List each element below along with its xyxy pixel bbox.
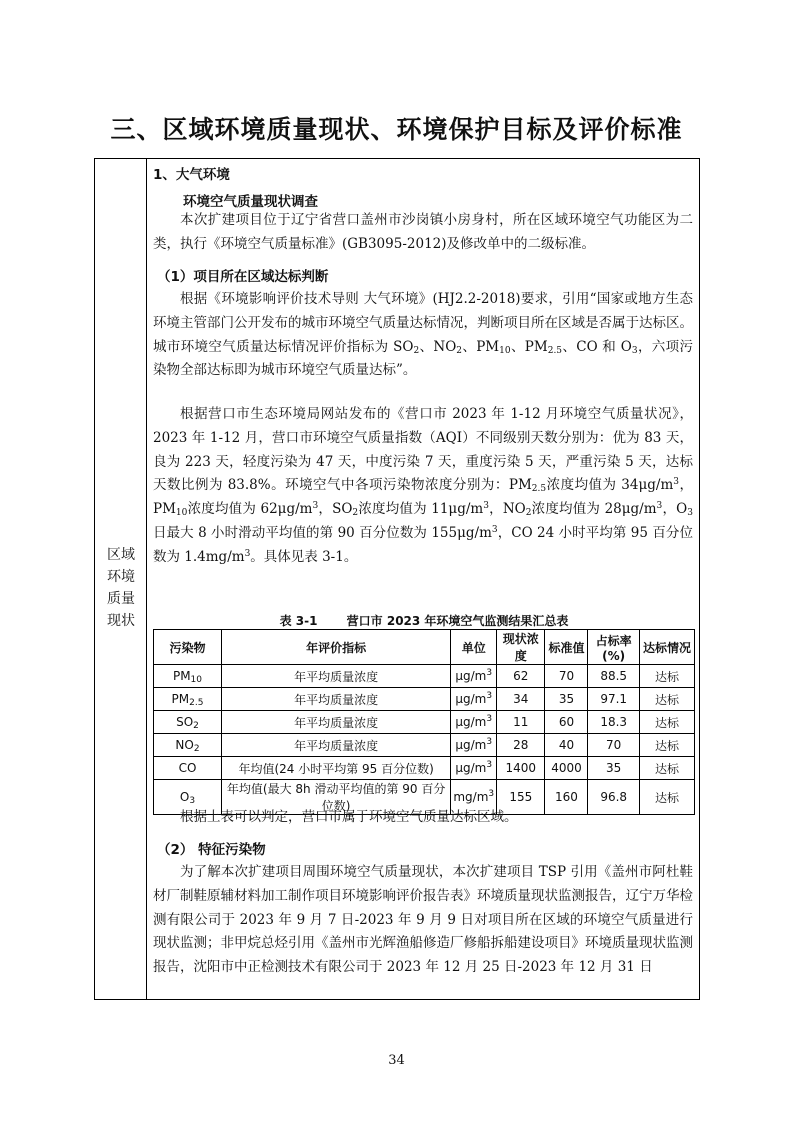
table-row <box>154 711 695 734</box>
unit-cell: $\mu g/m^3$ <box>451 734 497 757</box>
status-cell: 达标 <box>639 711 694 734</box>
status-cell: 达标 <box>639 734 694 757</box>
pollutant-cell: $PM_{2.5}$ <box>154 688 222 711</box>
left-label-line: 现状 <box>107 613 135 629</box>
pollutant-cell: $NO_2$ <box>154 734 222 757</box>
pollutant-cell: $SO_2$ <box>154 711 222 734</box>
left-label-line: 区域 <box>107 547 135 563</box>
table-header-row <box>154 630 695 665</box>
unit-cell: $\mu g/m^3$ <box>451 757 497 780</box>
table-row <box>154 734 695 757</box>
current-cell: 11 <box>497 711 545 734</box>
standard-cell: 35 <box>545 688 588 711</box>
air-quality-table <box>153 629 695 815</box>
standard-cell: 160 <box>545 780 588 815</box>
standard-cell: 4000 <box>545 757 588 780</box>
table-header: 年评价指标 <box>221 630 450 665</box>
paragraph-1: 本次扩建项目位于辽宁省营口盖州市沙岗镇小房身村，所在区域环境空气功能区为二类，执行《环境空气质量标准》(GB3095-2012)及修改单中的二级标准。 <box>153 212 693 252</box>
table-row <box>154 688 695 711</box>
rate-cell: 96.8 <box>588 780 639 815</box>
current-cell: 1400 <box>497 757 545 780</box>
indicator-cell: 年平均质量浓度 <box>221 665 450 688</box>
table-row <box>154 757 695 780</box>
left-label-line: 环境 <box>107 569 135 585</box>
pollutant-cell: $PM_{10}$ <box>154 665 222 688</box>
heading-characteristic-pollutants: （2） 特征污染物 <box>157 842 266 858</box>
table-header: 占标率(%) <box>588 630 639 665</box>
page-title: 三、区域环境质量现状、环境保护目标及评价标准 <box>110 115 683 144</box>
pollutant-cell: CO <box>154 757 222 780</box>
rate-cell: 88.5 <box>588 665 639 688</box>
current-cell: 34 <box>497 688 545 711</box>
paragraph-4: 根据上表可以判定，营口市属于环境空气质量达标区域。 <box>180 809 518 825</box>
pollutant-cell: $O_3$ <box>154 780 222 815</box>
heading-attainment: （1）项目所在区域达标判断 <box>157 269 329 285</box>
rate-cell: 70 <box>588 734 639 757</box>
left-label-line: 质量 <box>107 591 135 607</box>
current-cell: 155 <box>497 780 545 815</box>
status-cell: 达标 <box>639 665 694 688</box>
unit-cell: $\mu g/m^3$ <box>451 711 497 734</box>
table-header: 污染物 <box>154 630 222 665</box>
table-caption <box>153 612 695 629</box>
indicator-cell: 年平均质量浓度 <box>221 688 450 711</box>
subsection-heading: 环境空气质量现状调查 <box>183 194 318 210</box>
table-header: 标准值 <box>545 630 588 665</box>
indicator-cell: 年平均质量浓度 <box>221 734 450 757</box>
paragraph-2: 根据《环境影响评价技术导则 大气环境》(HJ2.2-2018)要求，引用“国家或地方生态环境主管部门公开发布的城市环境空气质量达标情况，判断项目所在区域是否属于达标区。城市环境空气质量达标情况评价指标为 $SO_2$、$NO_2$、$PM_{10}$、$PM_{2.5}$、CO 和 $O_3$，六项污染物全部达标即为城市环境空气质量达标”。 <box>153 291 694 379</box>
current-cell: 62 <box>497 665 545 688</box>
table-header: 现状浓度 <box>497 630 545 665</box>
table-row <box>154 665 695 688</box>
standard-cell: 40 <box>545 734 588 757</box>
rate-cell: 18.3 <box>588 711 639 734</box>
content-frame <box>94 158 700 1000</box>
standard-cell: 70 <box>545 665 588 688</box>
status-cell: 达标 <box>639 688 694 711</box>
page-number: 34 <box>388 1053 405 1068</box>
table-caption-text: 营口市 2023 年环境空气监测结果汇总表 <box>346 614 569 628</box>
indicator-cell: 年均值(24 小时平均第 95 百分位数) <box>221 757 450 780</box>
indicator-cell: 年平均质量浓度 <box>221 711 450 734</box>
unit-cell: $\mu g/m^3$ <box>451 665 497 688</box>
section-heading: 1、大气环境 <box>153 167 230 183</box>
unit-cell: $\mu g/m^3$ <box>451 688 497 711</box>
left-column <box>95 159 147 999</box>
table-header: 单位 <box>451 630 497 665</box>
rate-cell: 97.1 <box>588 688 639 711</box>
unit-cell: $mg/m^3$ <box>451 780 497 815</box>
current-cell: 28 <box>497 734 545 757</box>
rate-cell: 35 <box>588 757 639 780</box>
left-column-label <box>95 544 147 632</box>
paragraph-3: 根据营口市生态环境局网站发布的《营口市 2023 年 1-12 月环境空气质量状况》，2023 年 1-12 月，营口市环境空气质量指数（AQI）不同级别天数分别为：优为 83 天，良为 223 天，轻度污染为 47 天，中度污染 7 天，重度污染 5 天，严重污染 5 天，达标天数比例为 83.8%。环境空气中各项污染物浓度分别为：$PM_{2.5}$浓度均值为 $34\mu g/m^3$，$PM_{10}$浓度均值为 $62\mu g/m^3$，$SO_2$浓度均值为 $11\mu g/m^3$，$NO_2$浓度均值为 $28\mu g/m^3$，$O_3$日最大 8 小时滑动平均值的第 90 百分位数为 $155\mu g/m^3$，CO 24 小时平均第 95 百分位数为 $1.4mg/m^3$。具体见表 3-1。 <box>153 406 694 565</box>
table-caption-number: 表 3-1 <box>279 614 318 628</box>
status-cell: 达标 <box>639 780 694 815</box>
table-header: 达标情况 <box>639 630 694 665</box>
status-cell: 达标 <box>639 757 694 780</box>
indicator-cell: 年均值(最大 8h 滑动平均值的第 90 百分位数) <box>221 780 450 815</box>
paragraph-5: 为了解本次扩建项目周围环境空气质量现状，本次扩建项目 TSP 引用《盖州市阿杜鞋材厂制鞋原辅材料加工制作项目环境影响评价报告表》环境质量现状监测报告，辽宁万华检测有限公司于 2023 年 9 月 7 日-2023 年 9 月 9 日对项目所在区域的环境空气质量进行现状监测；非甲烷总烃引用《盖州市光辉渔船修造厂修船拆船建设项目》环境质量现状监测报告，沈阳市中正检测技术有限公司于 2023 年 12 月 25 日-2023 年 12 月 31 日 <box>153 864 693 976</box>
standard-cell: 60 <box>545 711 588 734</box>
